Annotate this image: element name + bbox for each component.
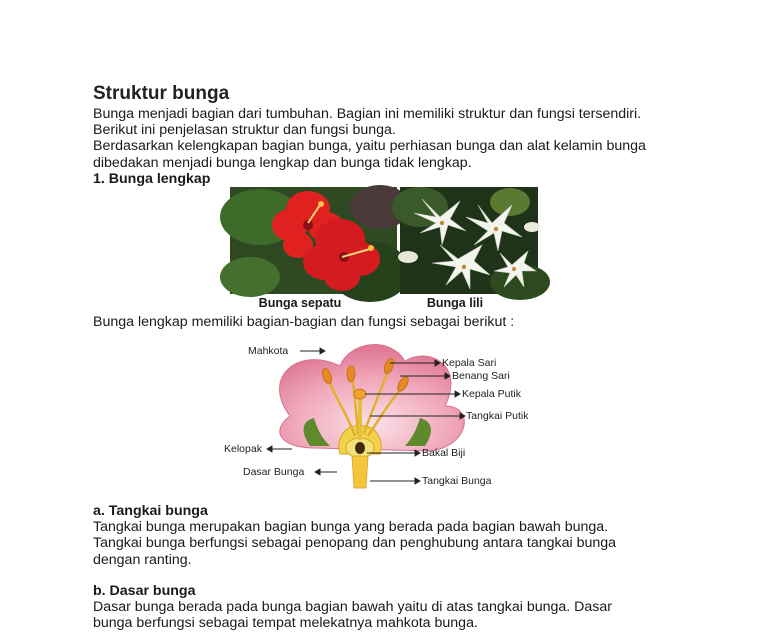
label-mahkota: Mahkota: [248, 345, 289, 357]
hibiscus-photo: [230, 187, 397, 294]
section-a-line-2: Tangkai bunga berfungsi sebagai penopang dan penghubung antara tangkai bunga: [93, 535, 617, 552]
label-tangkai-bunga: Tangkai Bunga: [422, 475, 492, 487]
intro-line-3: Berdasarkan kelengkapan bagian bunga, yaitu perhiasan bunga dan alat kelamin bunga: [93, 138, 646, 155]
section-b-line-2: bunga berfungsi sebagai tempat melekatnya mahkota bunga.: [93, 615, 478, 632]
lily-photo: [400, 187, 538, 294]
page-title: Struktur bunga: [93, 83, 230, 104]
section-b-heading: b. Dasar bunga: [93, 583, 196, 599]
diagram-lead: Bunga lengkap memiliki bagian-bagian dan fungsi sebagai berikut :: [93, 314, 515, 330]
intro-line-2: Berikut ini penjelasan struktur dan fungsi bunga.: [93, 122, 396, 139]
flower-structure-diagram: [224, 336, 550, 492]
section-a-line-3: dengan ranting.: [93, 551, 192, 568]
label-dasar-bunga: Dasar Bunga: [243, 466, 305, 478]
intro-line-1: Bunga menjadi bagian dari tumbuhan. Bagian ini memiliki struktur dan fungsi tersendiri.: [93, 106, 642, 122]
label-benang-sari: Benang Sari: [452, 370, 510, 382]
section-dasar-bunga: [93, 583, 693, 632]
label-kepala-putik: Kepala Putik: [462, 388, 521, 400]
document-page: [93, 82, 693, 632]
flower-photos: [230, 187, 540, 315]
lily-caption: Bunga lili: [426, 296, 484, 310]
label-tangkai-putik: Tangkai Putik: [466, 410, 529, 422]
section-tangkai-bunga: [93, 503, 693, 568]
section-a-line-1: Tangkai bunga merupakan bagian bunga yang berada pada bagian bawah bunga.: [93, 519, 609, 536]
section-1-heading: 1. Bunga lengkap: [93, 170, 211, 187]
section-b-line-1: Dasar bunga berada pada bunga bagian bawah yaitu di atas tangkai bunga. Dasar: [93, 599, 613, 616]
label-kepala-sari: Kepala Sari: [442, 357, 497, 369]
label-bakal-biji: Bakal Biji: [422, 447, 466, 459]
hibiscus-caption: Bunga sepatu: [258, 296, 342, 310]
label-kelopak: Kelopak: [224, 443, 262, 455]
intro-line-4: dibedakan menjadi bunga lengkap dan bunga tidak lengkap.: [93, 154, 472, 171]
section-a-heading: a. Tangkai bunga: [93, 503, 208, 519]
